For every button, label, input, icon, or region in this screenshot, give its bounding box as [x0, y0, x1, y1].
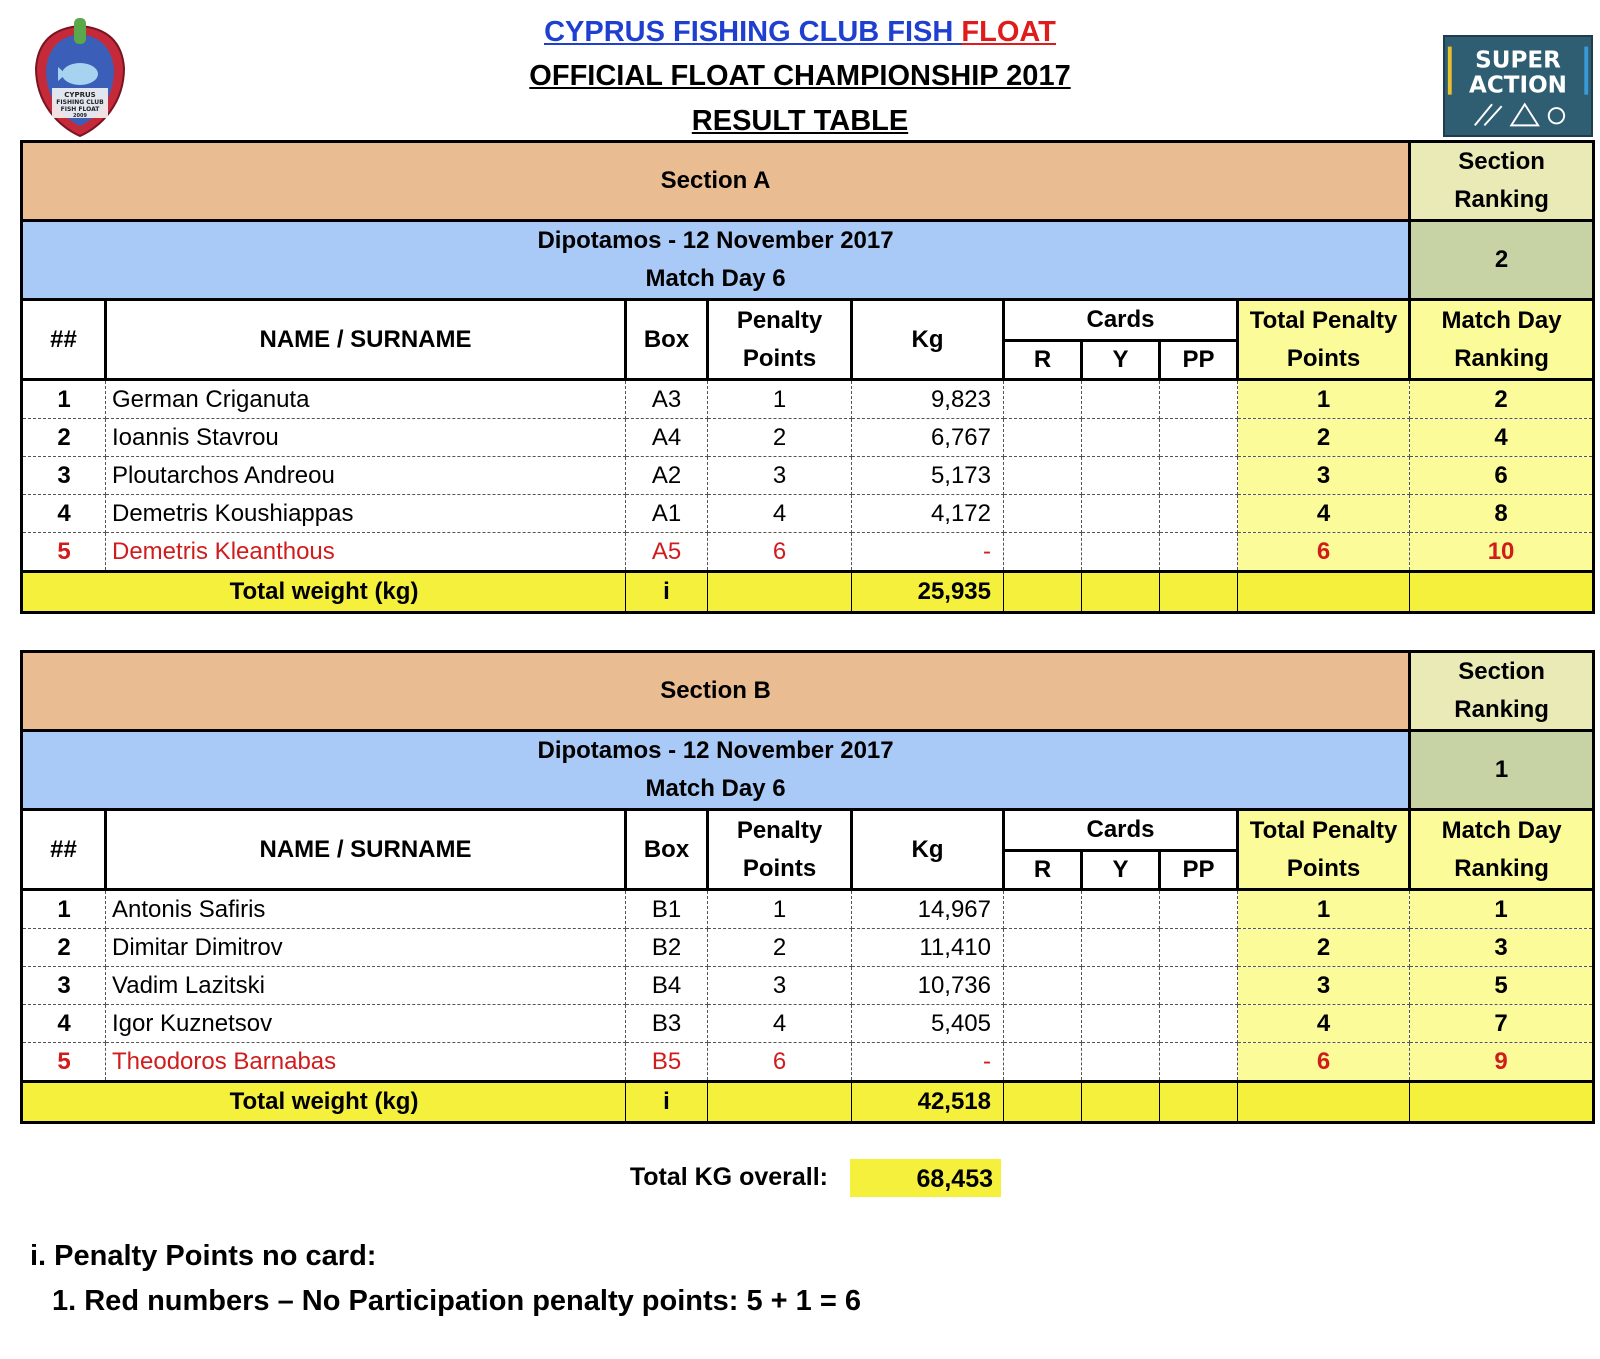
logo-left-text-4: 2009 — [73, 113, 87, 119]
col-kg: Kg — [852, 810, 1004, 890]
section-a-ranking-header — [1410, 142, 1594, 221]
row-card-y — [1082, 929, 1160, 967]
row-penalty: 3 — [708, 967, 852, 1005]
row-penalty: 6 — [708, 533, 852, 572]
section-ranking-label-1: Section — [1458, 658, 1545, 685]
total-row — [22, 572, 1594, 613]
row-card-pp — [1160, 533, 1238, 572]
row-penalty: 2 — [708, 929, 852, 967]
row-box: A5 — [626, 533, 708, 572]
col-match-rank — [1410, 810, 1594, 890]
row-num: 4 — [22, 1005, 106, 1043]
row-card-r — [1004, 929, 1082, 967]
col-match-rank-2: Ranking — [1454, 854, 1549, 882]
row-num: 4 — [22, 495, 106, 533]
row-card-y — [1082, 1043, 1160, 1082]
col-box: Box — [626, 300, 708, 380]
table-row — [22, 1005, 1594, 1043]
section-a-table — [20, 140, 1595, 614]
table-row — [22, 533, 1594, 572]
row-kg: 5,405 — [852, 1005, 1004, 1043]
table-row — [22, 419, 1594, 457]
row-kg: 14,967 — [852, 890, 1004, 929]
col-card-pp: PP — [1160, 341, 1238, 380]
row-total-penalty: 4 — [1238, 495, 1410, 533]
row-name: Antonis Safiris — [106, 890, 626, 929]
document-header — [0, 10, 1600, 144]
total-weight-label: Total weight (kg) — [22, 572, 626, 613]
logo-right-text-1: SUPER — [1475, 47, 1561, 74]
row-penalty: 4 — [708, 495, 852, 533]
club-title — [0, 10, 1600, 54]
total-card-y — [1082, 1082, 1160, 1123]
row-total-penalty: 2 — [1238, 929, 1410, 967]
section-a-match-day: Match Day 6 — [645, 265, 786, 292]
row-box: B1 — [626, 890, 708, 929]
row-penalty: 3 — [708, 457, 852, 495]
row-card-y — [1082, 457, 1160, 495]
section-ranking-label-2: Ranking — [1454, 186, 1549, 213]
total-weight-value: 42,518 — [852, 1082, 1004, 1123]
col-cards: Cards — [1004, 810, 1238, 851]
col-card-r: R — [1004, 341, 1082, 380]
row-total-penalty: 6 — [1238, 533, 1410, 572]
row-num: 3 — [22, 967, 106, 1005]
sponsor-logo — [1443, 35, 1593, 137]
row-card-pp — [1160, 1043, 1238, 1082]
row-penalty: 6 — [708, 1043, 852, 1082]
row-name: Theodoros Barnabas — [106, 1043, 626, 1082]
row-match-rank: 2 — [1410, 380, 1594, 419]
row-match-rank: 9 — [1410, 1043, 1594, 1082]
row-penalty: 1 — [708, 890, 852, 929]
col-match-rank-1: Match Day — [1441, 306, 1562, 334]
row-card-pp — [1160, 967, 1238, 1005]
row-penalty: 2 — [708, 419, 852, 457]
row-name: Igor Kuznetsov — [106, 1005, 626, 1043]
row-name: Ioannis Stavrou — [106, 419, 626, 457]
club-logo — [30, 18, 130, 140]
total-card-pp — [1160, 1082, 1238, 1123]
row-match-rank: 4 — [1410, 419, 1594, 457]
col-kg: Kg — [852, 300, 1004, 380]
logo-left-text-3: FISH FLOAT — [60, 106, 100, 113]
table-row — [22, 495, 1594, 533]
row-match-rank: 10 — [1410, 533, 1594, 572]
row-box: A2 — [626, 457, 708, 495]
row-name: Ploutarchos Andreou — [106, 457, 626, 495]
col-penalty — [708, 810, 852, 890]
row-card-pp — [1160, 929, 1238, 967]
row-card-pp — [1160, 457, 1238, 495]
section-ranking-label-2: Ranking — [1454, 696, 1549, 723]
table-row — [22, 967, 1594, 1005]
row-card-r — [1004, 1005, 1082, 1043]
penalty-note-title: i. Penalty Points no card: — [30, 1240, 377, 1272]
row-card-r — [1004, 1043, 1082, 1082]
section-b-ranking-value: 1 — [1410, 731, 1594, 810]
row-name: German Criganuta — [106, 380, 626, 419]
row-name: Demetris Koushiappas — [106, 495, 626, 533]
row-kg: 4,172 — [852, 495, 1004, 533]
table-row — [22, 380, 1594, 419]
row-name: Vadim Lazitski — [106, 967, 626, 1005]
section-ranking-label-1: Section — [1458, 148, 1545, 175]
col-match-rank-2: Ranking — [1454, 344, 1549, 372]
table-row — [22, 929, 1594, 967]
table-row — [22, 457, 1594, 495]
row-box: B5 — [626, 1043, 708, 1082]
row-card-r — [1004, 495, 1082, 533]
row-card-y — [1082, 1005, 1160, 1043]
col-total-penalty — [1238, 810, 1410, 890]
section-b-venue: Dipotamos - 12 November 2017 — [537, 737, 894, 764]
row-match-rank: 5 — [1410, 967, 1594, 1005]
total-total-penalty — [1238, 1082, 1410, 1123]
row-match-rank: 1 — [1410, 890, 1594, 929]
row-card-y — [1082, 533, 1160, 572]
row-card-y — [1082, 419, 1160, 457]
row-card-r — [1004, 533, 1082, 572]
logo-right-text-2: ACTION — [1469, 72, 1567, 99]
row-card-r — [1004, 967, 1082, 1005]
row-box: A3 — [626, 380, 708, 419]
col-match-rank-1: Match Day — [1441, 816, 1562, 844]
col-cards: Cards — [1004, 300, 1238, 341]
row-total-penalty: 1 — [1238, 890, 1410, 929]
col-name: NAME / SURNAME — [106, 300, 626, 380]
row-card-pp — [1160, 419, 1238, 457]
col-total-penalty — [1238, 300, 1410, 380]
total-penalty-empty — [708, 1082, 852, 1123]
col-penalty-1: Penalty — [736, 306, 823, 334]
total-overall-value: 68,453 — [850, 1159, 1001, 1197]
section-b-title: Section B — [22, 652, 1410, 731]
col-num: ## — [22, 300, 106, 380]
row-penalty: 4 — [708, 1005, 852, 1043]
row-card-pp — [1160, 380, 1238, 419]
row-penalty: 1 — [708, 380, 852, 419]
total-box-note: i — [626, 1082, 708, 1123]
row-total-penalty: 1 — [1238, 380, 1410, 419]
section-b-match-day: Match Day 6 — [645, 775, 786, 802]
row-match-rank: 8 — [1410, 495, 1594, 533]
row-card-pp — [1160, 1005, 1238, 1043]
table-row — [22, 890, 1594, 929]
row-num: 3 — [22, 457, 106, 495]
row-kg: 11,410 — [852, 929, 1004, 967]
col-name: NAME / SURNAME — [106, 810, 626, 890]
total-card-y — [1082, 572, 1160, 613]
row-card-pp — [1160, 495, 1238, 533]
row-num: 5 — [22, 1043, 106, 1082]
section-a-match-info — [22, 221, 1410, 300]
total-row — [22, 1082, 1594, 1123]
col-penalty-2: Points — [742, 854, 817, 882]
row-box: B4 — [626, 967, 708, 1005]
row-kg: 9,823 — [852, 380, 1004, 419]
col-total-penalty-2: Points — [1286, 344, 1361, 372]
total-penalty-empty — [708, 572, 852, 613]
total-weight-label: Total weight (kg) — [22, 1082, 626, 1123]
row-num: 1 — [22, 890, 106, 929]
row-card-y — [1082, 967, 1160, 1005]
section-b-match-info — [22, 731, 1410, 810]
club-title-red: FLOAT — [961, 16, 1056, 48]
row-card-y — [1082, 890, 1160, 929]
row-box: A1 — [626, 495, 708, 533]
row-match-rank: 3 — [1410, 929, 1594, 967]
row-card-y — [1082, 380, 1160, 419]
row-match-rank: 6 — [1410, 457, 1594, 495]
col-num: ## — [22, 810, 106, 890]
table-row — [22, 1043, 1594, 1082]
row-total-penalty: 4 — [1238, 1005, 1410, 1043]
col-total-penalty-2: Points — [1286, 854, 1361, 882]
total-match-rank — [1410, 572, 1594, 613]
logo-left-text-1: CYPRUS — [64, 91, 96, 99]
total-card-pp — [1160, 572, 1238, 613]
row-num: 2 — [22, 419, 106, 457]
col-card-y: Y — [1082, 341, 1160, 380]
total-overall-label: Total KG overall: — [629, 1163, 828, 1191]
total-card-r — [1004, 572, 1082, 613]
total-card-r — [1004, 1082, 1082, 1123]
section-a-venue: Dipotamos - 12 November 2017 — [537, 227, 894, 254]
total-weight-value: 25,935 — [852, 572, 1004, 613]
section-a-ranking-value: 2 — [1410, 221, 1594, 300]
club-title-blue: CYPRUS FISHING CLUB FISH — [544, 16, 962, 48]
row-total-penalty: 6 — [1238, 1043, 1410, 1082]
row-kg: - — [852, 533, 1004, 572]
row-card-r — [1004, 890, 1082, 929]
row-match-rank: 7 — [1410, 1005, 1594, 1043]
col-penalty — [708, 300, 852, 380]
row-kg: 10,736 — [852, 967, 1004, 1005]
row-name: Dimitar Dimitrov — [106, 929, 626, 967]
col-penalty-2: Points — [742, 344, 817, 372]
row-total-penalty: 2 — [1238, 419, 1410, 457]
row-box: B2 — [626, 929, 708, 967]
row-card-r — [1004, 380, 1082, 419]
row-name: Demetris Kleanthous — [106, 533, 626, 572]
col-box: Box — [626, 810, 708, 890]
row-num: 5 — [22, 533, 106, 572]
row-kg: 6,767 — [852, 419, 1004, 457]
row-box: B3 — [626, 1005, 708, 1043]
penalty-note-item: 1. Red numbers – No Participation penalty points: 5 + 1 = 6 — [52, 1285, 861, 1317]
col-total-penalty-1: Total Penalty — [1249, 816, 1398, 844]
total-total-penalty — [1238, 572, 1410, 613]
row-num: 2 — [22, 929, 106, 967]
section-a-title: Section A — [22, 142, 1410, 221]
col-card-pp: PP — [1160, 851, 1238, 890]
total-match-rank — [1410, 1082, 1594, 1123]
row-kg: - — [852, 1043, 1004, 1082]
total-box-note: i — [626, 572, 708, 613]
row-total-penalty: 3 — [1238, 967, 1410, 1005]
col-match-rank — [1410, 300, 1594, 380]
col-card-y: Y — [1082, 851, 1160, 890]
col-card-r: R — [1004, 851, 1082, 890]
championship-title: OFFICIAL FLOAT CHAMPIONSHIP 2017 — [529, 60, 1071, 92]
row-num: 1 — [22, 380, 106, 419]
row-total-penalty: 3 — [1238, 457, 1410, 495]
logo-left-text-2: FISHING CLUB — [56, 99, 104, 106]
row-card-r — [1004, 419, 1082, 457]
col-penalty-1: Penalty — [736, 816, 823, 844]
row-kg: 5,173 — [852, 457, 1004, 495]
result-table-title: RESULT TABLE — [691, 105, 909, 137]
col-total-penalty-1: Total Penalty — [1249, 306, 1398, 334]
row-card-pp — [1160, 890, 1238, 929]
section-b-table — [20, 650, 1595, 1124]
row-card-r — [1004, 457, 1082, 495]
row-card-y — [1082, 495, 1160, 533]
row-box: A4 — [626, 419, 708, 457]
section-b-ranking-header — [1410, 652, 1594, 731]
